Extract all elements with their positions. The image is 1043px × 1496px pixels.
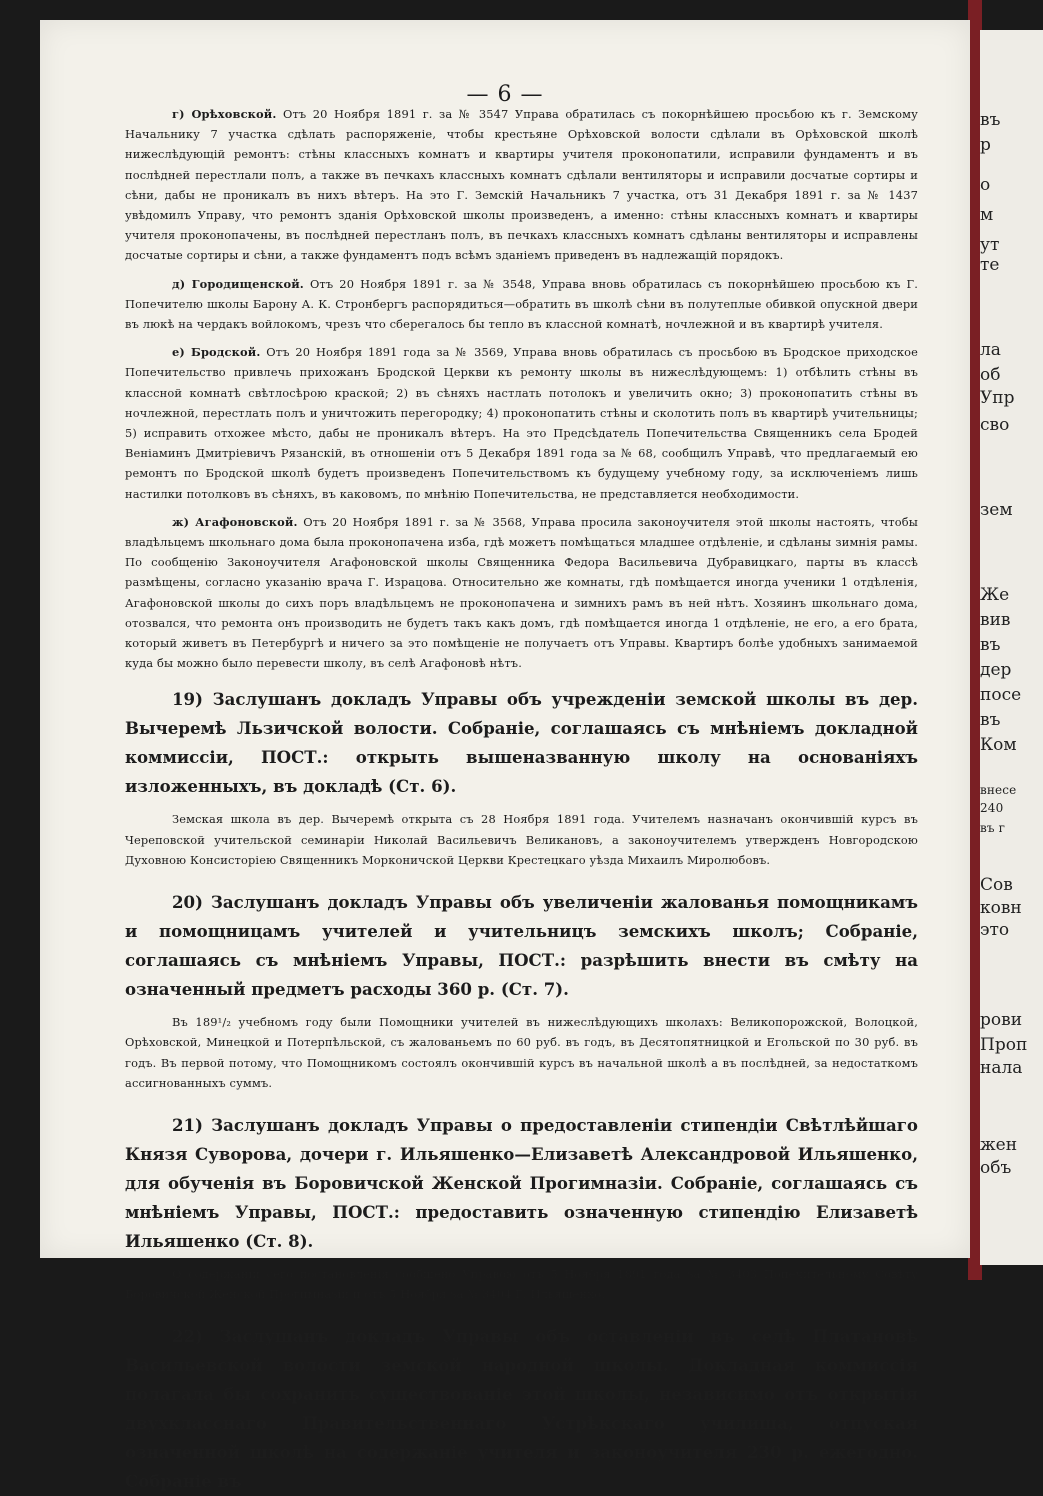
page-content <box>125 104 918 1496</box>
adjacent-page-fragment: въ <box>980 710 1001 730</box>
section-g-text: Отъ 20 Ноября 1891 г. за № 3547 Управа обратилась съ покорнѣйшею просьбою къ г. Земскому Начальнику 7 участка сдѣлать распоряженіе, чтобы крестьяне Орѣховской волости сдѣлали въ Орѣховской школѣ нижеслѣдующій ремонтъ: стѣны классныхъ комнатъ и квартиры учителя проконопатили, исправили фундаментъ и въ послѣдней перестлали полъ, а также въ печкахъ классныхъ комнатъ сдѣлали вентиляторы и исправили досчатые сортиры и сѣни, дабы не проникалъ въ нихъ вѣтеръ. На это Г. Земскій Начальникъ 7 участка, отъ 31 Декабря 1891 г. за № 1437 увѣдомилъ Управу, что ремонтъ зданія Орѣховской школы произведенъ, а именно: стѣны классныхъ комнатъ и квартиры учителя проконопачены, въ послѣдней перестланъ полъ, въ печкахъ классныхъ комнатъ сдѣланы вентиляторы и исправлены досчатые сортиры и сѣни, а также фундаментъ подъ всѣмъ зданіемъ приведенъ въ надлежащій порядокъ. <box>125 107 918 263</box>
section-d-label: д) Городищенской. <box>172 276 304 291</box>
adjacent-page-fragment: внесе <box>980 783 1017 797</box>
adjacent-page-fragment: это <box>980 920 1010 940</box>
adjacent-page-fragment: р <box>980 135 991 155</box>
adjacent-page-fragment: жен <box>980 1135 1018 1155</box>
resolution-20-note: Въ 189¹/₂ учебномъ году были Помощники учителей въ нижеслѣдующихъ школахъ: Великопорожской, Волоцкой, Орѣховской, Минецкой и Потерпѣльской, съ жалованьемъ по 60 руб. въ годъ, въ Десятопятницкой и Егольской по 30 руб. въ годъ. Въ первой потому, что Помощникомъ состоялъ окончившій курсъ въ начальной школѣ а въ послѣдней, за недостаткомъ ассигнованныхъ суммъ. <box>125 1015 918 1090</box>
resolution-20: 20) Заслушанъ докладъ Управы объ увеличеніи жалованья помощникамъ и помощницамъ учителей и учительницъ земскихъ школъ; Собраніе, соглашаясь съ мнѣніемъ Управы, ПОСТ.: разрѣшить внести въ смѣту на означенный предметъ расходы 360 р. (Ст. 7). <box>125 892 918 1000</box>
adjacent-page-fragment: въ г <box>980 821 1006 835</box>
adjacent-page-fragment: Же <box>980 585 1010 605</box>
adjacent-page-fragment: Проп <box>980 1035 1028 1055</box>
adjacent-page-fragment: о <box>980 175 991 195</box>
section-e <box>125 342 918 504</box>
resolution-21: 21) Заслушанъ докладъ Управы о предоставленіи стипендіи Свѣтлѣйшаго Князя Суворова, дочери г. Ильяшенко—Елизаветѣ Александровой Ильяшенко, для обученія въ Боровичской Женской Прогимназіи. Собраніе, соглашаясь съ мнѣніемъ Управы, ПОСТ.: предоставить означенную стипендію Елизаветѣ Ильяшенко (Ст. 8). <box>125 1114 918 1251</box>
adjacent-page-fragment: зем <box>980 500 1013 520</box>
adjacent-page-fragment: дер <box>980 660 1012 680</box>
adjacent-page-fragment: нала <box>980 1058 1023 1078</box>
section-g <box>125 104 918 266</box>
adjacent-page-fragment: ковн <box>980 898 1022 918</box>
section-e-text: Отъ 20 Ноября 1891 года за № 3569, Управа вновь обратилась съ просьбою въ Бродское приходское Попечительство привлечь прихожанъ Бродской Церкви къ ремонту школы въ нижеслѣдующемъ: 1) отбѣлить стѣны въ классной комнатѣ свѣтлосѣрою краской; 2) въ сѣняхъ настлать потолокъ и увеличить окно; 3) проконопатить стѣны въ ночлежной, перестлать полъ и уничтожить перегородку; 4) проконопатить стѣны и сколотить полъ въ квартирѣ учительницы; 5) исправить отхожее мѣсто, дабы не проникалъ вѣтеръ. На это Предсѣдатель Попечительства Священникъ села Бродей Веніаминъ Дмитріевичъ Рязанскій, въ отношеніи отъ 5 Декабря 1891 года за № 68, сообщилъ Управѣ, что предлагаемый ею ремонтъ по Бродской школѣ будетъ произведенъ Попечительствомъ къ будущему учебному году, за исключеніемъ лишь настилки потолковъ въ сѣняхъ, въ каковомъ, по мнѣнію Попечительства, не представляется необходимости. <box>125 345 918 501</box>
adjacent-page-fragment: 240 <box>980 801 1004 815</box>
section-zh <box>125 512 918 674</box>
adjacent-page-fragment: сво <box>980 415 1010 435</box>
adjacent-page-fragment: въ <box>980 110 1001 130</box>
resolution-21-note: О содержаніи сего постановленія сообщено Управою отъ 5 Ноября 1891 года за № 3403 Попечительному Совѣту Боровичской Женской Прогимназіи и отъ 5 Ноября за № 3404 Г. Ильяшенко. <box>125 1266 918 1302</box>
section-zh-text: Отъ 20 Ноября 1891 г. за № 3568, Управа просила законоучителя этой школы настоять, чтобы владѣльцемъ школьнаго дома была проконопачена изба, гдѣ можетъ помѣщаться младшее отдѣленіе, и сдѣланы зимнія рамы. По сообщенію Законоучителя Агафоновской школы Священника Федора Васильевича Дубравицкаго, парты въ классѣ размѣщены, согласно указанію врача Г. Израцова. Относительно же комнаты, гдѣ помѣщается иногда ученики 1 отдѣленія, Агафоновской школы до сихъ поръ владѣльцемъ не проконопачена и зимнихъ рамъ въ ней нѣтъ. Хозяинъ школьнаго дома, отозвался, что ремонта онъ производить не будетъ такъ какъ домъ, гдѣ помѣщается иногда 1 отдѣленіе, не его, а его брата, который живетъ въ Петербургѣ и ничего за это помѣщеніе не получаетъ отъ Управы. Квартиръ болѣе удобныхъ занимаемой куда бы можно было перевести школу, въ селѣ Агафоновѣ нѣтъ. <box>125 514 918 671</box>
section-g-label: г) Орѣховской. <box>172 107 277 121</box>
adjacent-page-fragment: рови <box>980 1010 1023 1030</box>
adjacent-page-fragment: об <box>980 365 1001 385</box>
section-e-label: е) Бродской. <box>172 345 261 360</box>
adjacent-page-fragment: Сов <box>980 875 1013 895</box>
adjacent-page-fragment: объ <box>980 1158 1012 1178</box>
adjacent-page-fragment: Ком <box>980 735 1017 755</box>
resolution-19-note: Земская школа въ дер. Вычеремѣ открыта съ 28 Ноября 1891 года. Учителемъ назначанъ окончившій курсъ въ Череповской учительской семинаріи Николай Васильевичъ Великановъ, а законоучителемъ утвержденъ Новгородскою Духовною Консисторіею Священникъ Морконичской Церкви Крестецкаго уѣзда Михаилъ Миролюбовъ. <box>125 812 918 867</box>
adjacent-page-fragment: вив <box>980 610 1011 630</box>
adjacent-page-fragment: посе <box>980 685 1022 705</box>
adjacent-page-fragment: Упр <box>980 388 1015 408</box>
adjacent-page-fragment: ла <box>980 340 1001 360</box>
adjacent-page <box>980 30 1043 1265</box>
section-zh-label: ж) Агафоновской. <box>172 514 298 529</box>
adjacent-page-fragment: те <box>980 255 1000 275</box>
resolution-22: 22) Заслушанъ докладъ Управы объ оставленіи въ селѣ Платановѣ Васильевской волости земской народной школы. Докладная коммиссія полагала бы сохранить существованіе этой школы, независимо отъ открытія двухкласснаго Правительственнаго Устрѣкскаго училища, отпуская означенной школѣ на содержаніе учителя и законоучителя 230 р. ежегодно. Собраніе въ <box>125 1326 918 1492</box>
resolution-19: 19) Заслушанъ докладъ Управы объ учрежденіи земской школы въ дер. Вычеремѣ Льзичской волости. Собраніе, соглашаясь съ мнѣніемъ докладной коммиссіи, ПОСТ.: открыть вышеназванную школу на основаніяхъ изложенныхъ, въ докладѣ (Ст. 6). <box>125 689 918 797</box>
section-d-text: Отъ 20 Ноября 1891 г. за № 3548, Управа вновь обратилась съ покорнѣйшею просьбою къ Г. Попечителю школы Барону А. К. Стронбергъ распорядиться—обратить въ школѣ сѣни въ полутеплые обивкой опускной двери въ люкѣ на чердакъ войлокомъ, чрезъ что сберегалось бы тепло въ классной комнатѣ, ночлежной и въ квартирѣ учителя. <box>125 276 918 332</box>
adjacent-page-fragment: въ <box>980 635 1001 655</box>
section-d <box>125 274 918 335</box>
adjacent-page-fragment: м <box>980 205 994 225</box>
page-number: — 6 — <box>466 82 544 107</box>
adjacent-page-fragment: ут <box>980 235 1000 255</box>
